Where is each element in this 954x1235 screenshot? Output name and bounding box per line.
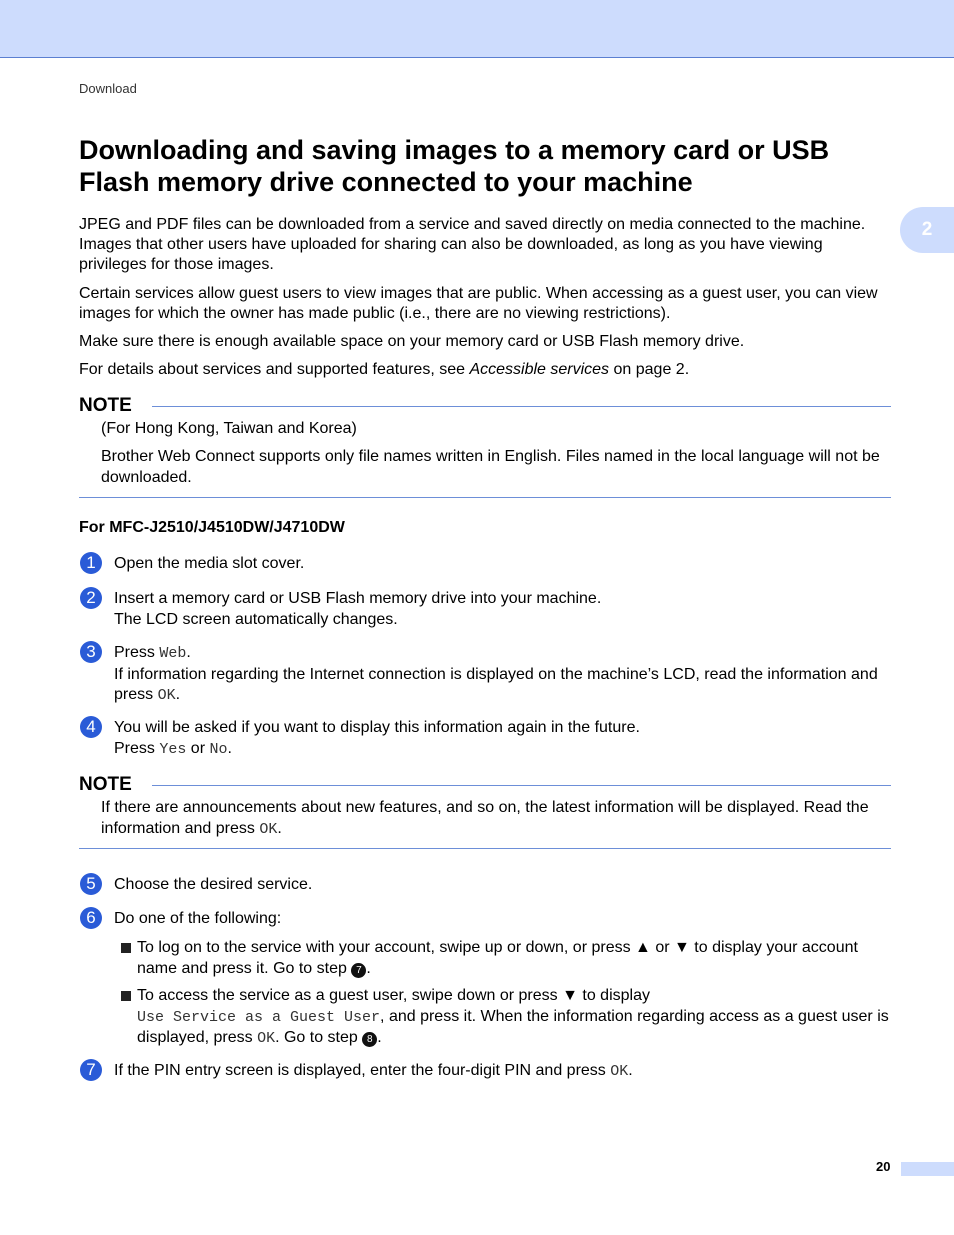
text: . [366,959,371,977]
text: . Go to step [275,1029,363,1046]
divider [152,406,891,407]
page-number: 20 [876,1159,891,1174]
page-title: Downloading and saving images to a memory card or USB Flash memory drive connected to your machine [79,135,830,197]
page-tab [901,1162,954,1176]
step-reference-badge: 8 [362,1032,377,1047]
intro-paragraph-4 [79,360,891,380]
intro-paragraph-2: Certain services allow guest users to view images that are public. When accessing as a guest user, you can view images for which the owner has made public (i.e., there are no viewing restrictions). [79,285,878,322]
up-arrow-icon: ▲ [635,939,651,956]
bullet-square-icon [121,943,131,953]
intro-paragraph-3: Make sure there is enough available space on your memory card or USB Flash memory drive. [79,333,745,350]
chapter-tab: 2 [900,207,954,253]
note-header [79,395,891,417]
step-6-text: Do one of the following: [114,910,282,927]
bullet-square-icon [121,991,131,1001]
text: . [277,819,282,837]
text: Insert a memory card or USB Flash memory drive into your machine. [114,590,602,607]
step-7-text [114,1061,891,1083]
step-number-1: 1 [80,552,102,574]
text: . [227,739,232,757]
step-number-6: 6 [80,907,102,929]
step-1-text: Open the media slot cover. [114,555,305,572]
divider [152,785,891,786]
note-title: NOTE [79,774,132,795]
divider [79,497,891,498]
lcd-button-label: OK [157,687,176,704]
text: or [186,739,210,757]
down-arrow-icon: ▼ [562,987,578,1004]
note-line-2: Brother Web Connect supports only file names written in English. Files named in the local language will not be downloaded. [101,448,880,486]
text: on page 2. [609,361,690,378]
step-number-7: 7 [80,1059,102,1081]
note-line-1: (For Hong Kong, Taiwan and Korea) [101,420,357,437]
note-text [101,798,891,840]
lcd-button-label: OK [257,1030,276,1047]
cross-reference-link: Accessible services [469,361,610,378]
text: If there are announcements about new features, and so on, the latest information will be displayed. Read the information and press [101,799,869,837]
text: To log on to the service with your account, swipe up or down, or press [137,939,636,956]
lcd-button-label: Yes [159,740,187,758]
text: or [650,939,674,956]
lcd-button-label: Use Service as a Guest User [137,1008,381,1026]
step-number-5: 5 [80,873,102,895]
text: . [628,1062,633,1079]
section-subheading: For MFC-J2510/J4510DW/J4710DW [79,519,345,536]
divider [79,848,891,849]
intro-paragraph-1: JPEG and PDF files can be downloaded from a service and saved directly on media connected to the machine. Images that other users have uploaded for sharing can also be downloaded, as long as you have viewing privileges for those images. [79,216,866,273]
text: For details about services and supported features, see [79,361,470,378]
header-bar [0,0,954,58]
lcd-button-label: Web [159,645,187,662]
step-number-4: 4 [80,716,102,738]
text: to display your account name and press it. Go to step [137,939,858,977]
text: You will be asked if you want to display this information again in the future. [114,719,640,736]
text: . [175,686,181,703]
text: If information regarding the Internet connection is displayed on the machine’s LCD, read the information and press [114,665,878,703]
step-reference-badge: 7 [351,963,366,978]
list-item [121,986,891,1050]
step-number-2: 2 [80,587,102,609]
down-arrow-icon: ▼ [674,939,690,956]
text: , and press it. When the information regarding access as a guest user is displayed, press [137,1007,889,1046]
list-item-text [137,938,891,979]
note-header [79,774,891,796]
text: To access the service as a guest user, swipe down or press [137,987,563,1004]
note-title: NOTE [79,395,132,416]
text: Press [114,739,160,757]
lcd-button-label: No [209,740,228,758]
list-item-text [137,986,891,1050]
lcd-button-label: OK [259,820,278,838]
text: If the PIN entry screen is displayed, enter the four-digit PIN and press [114,1062,611,1079]
breadcrumb: Download [79,81,137,96]
text: . [377,1029,382,1046]
list-item [121,938,891,979]
step-number-3: 3 [80,641,102,663]
text: The LCD screen automatically changes. [114,610,398,628]
step-3-text [114,643,891,707]
step-4-text [114,718,891,760]
text: to display [577,987,650,1004]
step-2-text [114,589,891,630]
step-5-text: Choose the desired service. [114,876,313,893]
lcd-button-label: OK [610,1063,629,1080]
text: Press [114,644,160,661]
text: . [186,644,191,661]
